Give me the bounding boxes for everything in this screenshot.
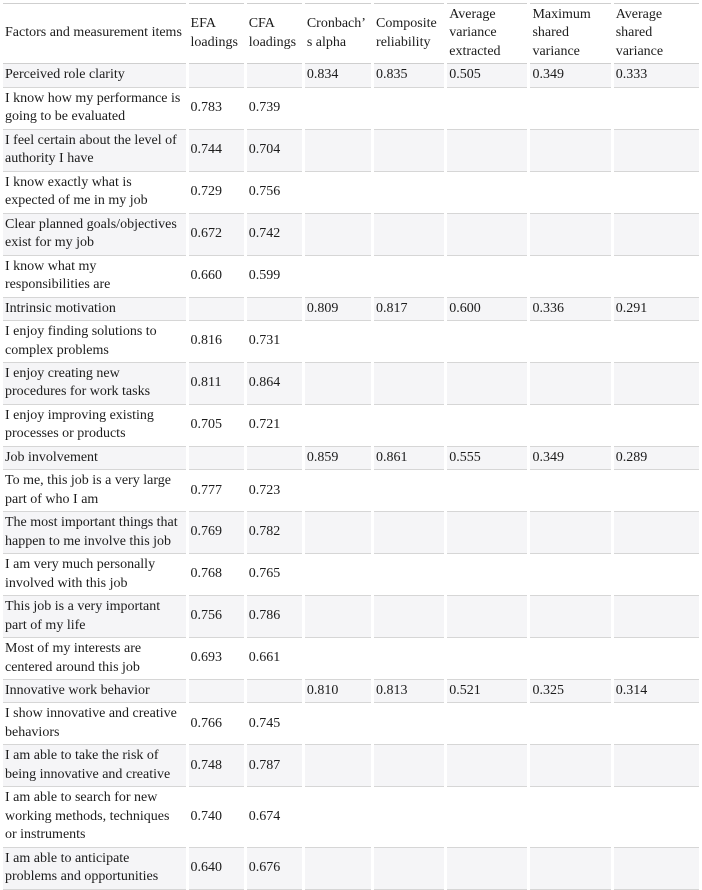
value-cell	[530, 745, 610, 787]
value-cell	[374, 470, 444, 512]
value-cell	[374, 405, 444, 447]
item-row	[3, 638, 699, 680]
value-cell: 0.816	[189, 321, 244, 363]
value-cell: 0.748	[189, 745, 244, 787]
measurement-item-cell: I know exactly what is expected of me in my job	[3, 172, 186, 214]
value-cell	[447, 554, 527, 596]
measurement-item-cell: I enjoy improving existing processes or products	[3, 405, 186, 447]
value-cell	[614, 554, 699, 596]
value-cell	[614, 470, 699, 512]
value-cell: 0.704	[247, 130, 302, 172]
measurement-item-cell: I am very much personally involved with this job	[3, 554, 186, 596]
value-cell: 0.325	[530, 680, 610, 703]
value-cell: 0.672	[189, 214, 244, 256]
column-header-composite: Composite reliability	[374, 3, 444, 64]
value-cell	[247, 680, 302, 703]
value-cell	[614, 405, 699, 447]
value-cell: 0.739	[247, 88, 302, 130]
value-cell: 0.723	[247, 470, 302, 512]
value-cell	[374, 88, 444, 130]
item-row	[3, 88, 699, 130]
measurement-item-cell: I am able to search for new working methods, techniques or instruments	[3, 787, 186, 847]
value-cell	[530, 88, 610, 130]
table-header-row	[3, 3, 699, 64]
value-cell: 0.817	[374, 298, 444, 321]
value-cell	[447, 405, 527, 447]
value-cell	[447, 848, 527, 890]
value-cell	[614, 214, 699, 256]
measurement-item-cell: The most important things that happen to me involve this job	[3, 512, 186, 554]
value-cell	[614, 256, 699, 298]
value-cell	[305, 638, 371, 680]
value-cell: 0.314	[614, 680, 699, 703]
value-cell	[530, 214, 610, 256]
value-cell: 0.349	[530, 447, 610, 470]
value-cell	[614, 321, 699, 363]
value-cell	[374, 363, 444, 405]
value-cell: 0.810	[305, 680, 371, 703]
value-cell	[530, 256, 610, 298]
item-row	[3, 470, 699, 512]
value-cell	[447, 321, 527, 363]
value-cell: 0.768	[189, 554, 244, 596]
value-cell: 0.729	[189, 172, 244, 214]
value-cell: 0.835	[374, 64, 444, 87]
value-cell	[447, 512, 527, 554]
value-cell: 0.834	[305, 64, 371, 87]
value-cell	[530, 321, 610, 363]
value-cell	[305, 405, 371, 447]
value-cell	[614, 787, 699, 847]
value-cell: 0.599	[247, 256, 302, 298]
value-cell: 0.640	[189, 848, 244, 890]
value-cell: 0.742	[247, 214, 302, 256]
item-row	[3, 512, 699, 554]
item-row	[3, 256, 699, 298]
value-cell	[374, 745, 444, 787]
value-cell: 0.731	[247, 321, 302, 363]
value-cell	[614, 172, 699, 214]
value-cell: 0.777	[189, 470, 244, 512]
value-cell	[305, 88, 371, 130]
value-cell: 0.349	[530, 64, 610, 87]
value-cell: 0.756	[247, 172, 302, 214]
value-cell	[374, 554, 444, 596]
value-cell	[530, 470, 610, 512]
value-cell	[374, 214, 444, 256]
value-cell	[374, 130, 444, 172]
item-row	[3, 130, 699, 172]
value-cell	[614, 848, 699, 890]
value-cell	[530, 848, 610, 890]
value-cell	[305, 363, 371, 405]
value-cell	[447, 256, 527, 298]
value-cell: 0.674	[247, 787, 302, 847]
column-header-factors: Factors and measurement items	[3, 3, 186, 64]
value-cell	[247, 64, 302, 87]
measurement-item-cell: I feel certain about the level of authority I have	[3, 130, 186, 172]
item-row	[3, 745, 699, 787]
value-cell: 0.661	[247, 638, 302, 680]
value-cell: 0.676	[247, 848, 302, 890]
value-cell: 0.600	[447, 298, 527, 321]
factor-name-cell: Job involvement	[3, 447, 186, 470]
measurement-item-cell: I enjoy creating new procedures for work tasks	[3, 363, 186, 405]
measurement-item-cell: Clear planned goals/objectives exist for my job	[3, 214, 186, 256]
value-cell	[189, 447, 244, 470]
value-cell	[447, 596, 527, 638]
column-header-efa: EFA loadings	[189, 3, 244, 64]
item-row	[3, 703, 699, 745]
value-cell	[305, 787, 371, 847]
column-header-asv: Average shared variance	[614, 3, 699, 64]
value-cell	[447, 172, 527, 214]
factor-name-cell: Innovative work behavior	[3, 680, 186, 703]
value-cell	[374, 172, 444, 214]
value-cell	[614, 745, 699, 787]
value-cell	[247, 298, 302, 321]
value-cell	[247, 447, 302, 470]
value-cell	[447, 130, 527, 172]
value-cell	[614, 596, 699, 638]
value-cell	[374, 638, 444, 680]
value-cell	[530, 172, 610, 214]
value-cell	[447, 363, 527, 405]
value-cell: 0.783	[189, 88, 244, 130]
value-cell	[374, 596, 444, 638]
value-cell	[530, 130, 610, 172]
value-cell	[374, 848, 444, 890]
value-cell: 0.555	[447, 447, 527, 470]
factor-row	[3, 298, 699, 321]
value-cell	[305, 703, 371, 745]
value-cell	[530, 638, 610, 680]
value-cell: 0.811	[189, 363, 244, 405]
value-cell	[530, 703, 610, 745]
value-cell	[447, 88, 527, 130]
measurement-item-cell: This job is a very important part of my life	[3, 596, 186, 638]
value-cell	[305, 214, 371, 256]
value-cell	[305, 256, 371, 298]
measurement-item-cell: I know how my performance is going to be evaluated	[3, 88, 186, 130]
factor-row	[3, 64, 699, 87]
value-cell	[374, 256, 444, 298]
value-cell	[305, 130, 371, 172]
value-cell: 0.765	[247, 554, 302, 596]
value-cell: 0.859	[305, 447, 371, 470]
value-cell	[305, 470, 371, 512]
value-cell	[614, 88, 699, 130]
column-header-cronbach: Cronbach’ s alpha	[305, 3, 371, 64]
column-header-cfa: CFA loadings	[247, 3, 302, 64]
column-header-ave: Average variance extracted	[447, 3, 527, 64]
value-cell	[530, 405, 610, 447]
value-cell	[530, 512, 610, 554]
measurement-item-cell: Most of my interests are centered around this job	[3, 638, 186, 680]
value-cell	[447, 745, 527, 787]
value-cell	[530, 596, 610, 638]
value-cell	[374, 787, 444, 847]
factor-row	[3, 447, 699, 470]
value-cell	[305, 321, 371, 363]
value-cell: 0.782	[247, 512, 302, 554]
value-cell	[189, 298, 244, 321]
item-row	[3, 363, 699, 405]
item-row	[3, 214, 699, 256]
value-cell: 0.769	[189, 512, 244, 554]
value-cell: 0.705	[189, 405, 244, 447]
value-cell	[305, 848, 371, 890]
value-cell: 0.660	[189, 256, 244, 298]
value-cell	[374, 321, 444, 363]
factor-name-cell: Perceived role clarity	[3, 64, 186, 87]
value-cell	[447, 470, 527, 512]
value-cell	[614, 130, 699, 172]
item-row	[3, 554, 699, 596]
measurement-item-cell: To me, this job is a very large part of who I am	[3, 470, 186, 512]
measurement-item-cell: I enjoy finding solutions to complex problems	[3, 321, 186, 363]
reliability-validity-table	[0, 3, 702, 890]
value-cell	[305, 554, 371, 596]
value-cell: 0.809	[305, 298, 371, 321]
value-cell	[530, 787, 610, 847]
value-cell: 0.861	[374, 447, 444, 470]
value-cell: 0.786	[247, 596, 302, 638]
value-cell	[614, 703, 699, 745]
value-cell	[305, 172, 371, 214]
value-cell: 0.693	[189, 638, 244, 680]
value-cell: 0.745	[247, 703, 302, 745]
value-cell	[447, 787, 527, 847]
value-cell	[447, 703, 527, 745]
value-cell: 0.333	[614, 64, 699, 87]
value-cell	[374, 512, 444, 554]
value-cell	[305, 596, 371, 638]
column-header-msv: Maximum shared variance	[530, 3, 610, 64]
value-cell	[447, 638, 527, 680]
factor-name-cell: Intrinsic motivation	[3, 298, 186, 321]
value-cell: 0.766	[189, 703, 244, 745]
value-cell: 0.336	[530, 298, 610, 321]
value-cell: 0.813	[374, 680, 444, 703]
measurement-item-cell: I am able to take the risk of being innovative and creative	[3, 745, 186, 787]
value-cell: 0.721	[247, 405, 302, 447]
factor-row	[3, 680, 699, 703]
item-row	[3, 321, 699, 363]
value-cell: 0.756	[189, 596, 244, 638]
item-row	[3, 787, 699, 847]
value-cell: 0.291	[614, 298, 699, 321]
value-cell	[614, 638, 699, 680]
item-row	[3, 405, 699, 447]
value-cell	[614, 363, 699, 405]
value-cell	[530, 363, 610, 405]
value-cell	[447, 214, 527, 256]
value-cell: 0.521	[447, 680, 527, 703]
value-cell: 0.787	[247, 745, 302, 787]
value-cell	[614, 512, 699, 554]
value-cell: 0.744	[189, 130, 244, 172]
item-row	[3, 848, 699, 890]
item-row	[3, 172, 699, 214]
value-cell	[530, 554, 610, 596]
value-cell: 0.864	[247, 363, 302, 405]
value-cell	[305, 745, 371, 787]
measurement-item-cell: I am able to anticipate problems and opportunities	[3, 848, 186, 890]
value-cell: 0.289	[614, 447, 699, 470]
item-row	[3, 596, 699, 638]
value-cell	[305, 512, 371, 554]
measurement-item-cell: I show innovative and creative behaviors	[3, 703, 186, 745]
value-cell	[189, 64, 244, 87]
value-cell: 0.505	[447, 64, 527, 87]
value-cell	[374, 703, 444, 745]
measurement-item-cell: I know what my responsibilities are	[3, 256, 186, 298]
value-cell: 0.740	[189, 787, 244, 847]
table-body	[3, 64, 699, 889]
value-cell	[189, 680, 244, 703]
